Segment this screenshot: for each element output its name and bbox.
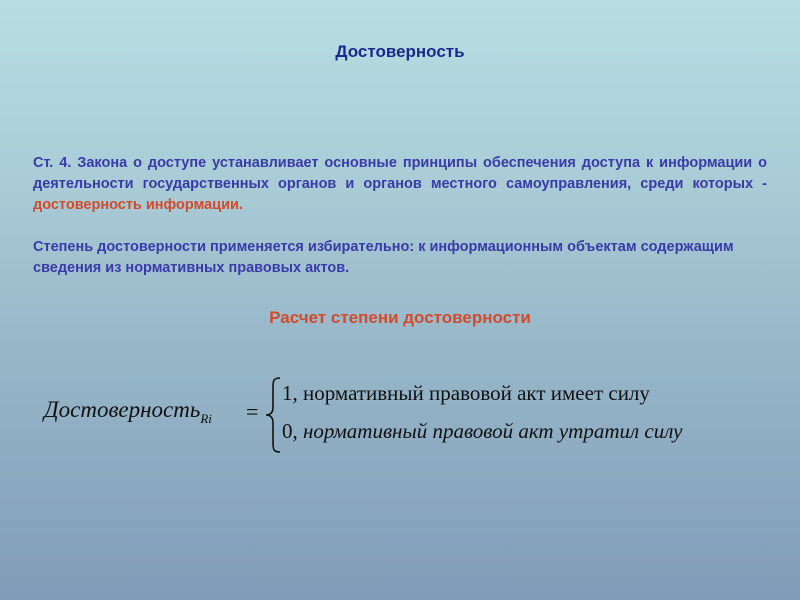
formula-case-invalid-text: нормативный правовой акт утратил силу <box>297 419 683 443</box>
formula-case-valid: 1, нормативный правовой акт имеет силу <box>282 381 650 405</box>
formula-case-invalid <box>282 419 682 444</box>
reliability-formula <box>44 375 784 465</box>
slide-title: Достоверность <box>335 42 465 61</box>
formula-lhs-text: Достоверность <box>44 397 201 422</box>
formula-lhs-subscript: Ri <box>200 411 212 426</box>
formula-equals: = <box>246 399 259 424</box>
formula-case-invalid-value: 0, <box>282 419 298 443</box>
formula-lhs <box>44 397 212 426</box>
law-paragraph-text: Ст. 4. Закона о доступе устанавливает основные принципы обеспечения доступа к информации о деятельности государственных органов и органов местного самоуправления, среди которых - <box>33 155 767 192</box>
law-paragraph-highlight: достоверность информации <box>33 197 239 213</box>
law-paragraph-end: . <box>238 197 243 213</box>
law-paragraph <box>33 153 767 216</box>
calculation-subtitle: Расчет степени достоверности <box>269 308 531 327</box>
degree-paragraph: Степень достоверности применяется избирательно: к информационным объектам содержащим сведения из нормативных правовых актов. <box>33 239 734 276</box>
